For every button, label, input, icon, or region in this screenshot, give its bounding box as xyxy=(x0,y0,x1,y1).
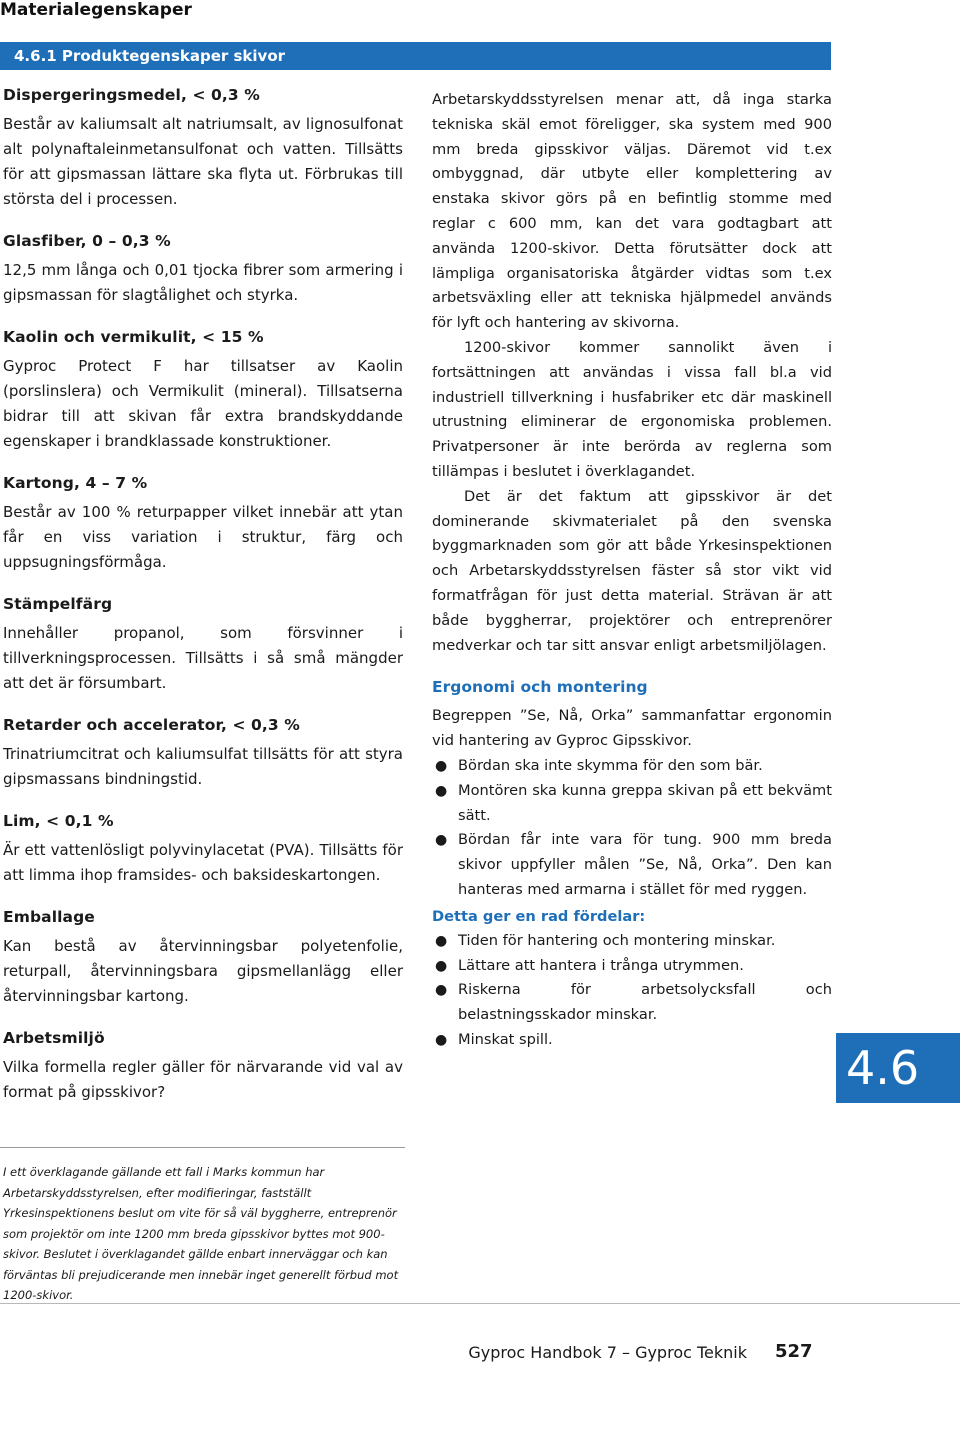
footnote: I ett överklagande gällande ett fall i Marks kommun har Arbetarskyddsstyrelsen, efter modifieringar, fastställt Yrkesinspektionens beslut om vite för så väl byggherre, entreprenör som projektör om inte 1200 mm breda gipsskivor byttes mot 900-skivor. Beslutet i överklagandet gällde enbart innerväggar och kan förväntas bli prejudicerande men innebär inget generellt förbud mot 1200-skivor. xyxy=(3,1165,399,1302)
bullet-icon: ● xyxy=(435,757,448,774)
section-title: Kartong, 4 – 7 % xyxy=(3,474,148,492)
list-item xyxy=(432,1028,832,1053)
right-column xyxy=(432,88,832,1053)
section-title: Stämpelfärg xyxy=(3,595,113,613)
list-item-text: Bördan ska inte skymma för den som bär. xyxy=(458,756,763,774)
advantages-list xyxy=(432,929,832,1053)
section-text: Innehåller propanol, som försvinner i tillverkningsprocessen. Tillsätts i så små mängder att det är försumbart. xyxy=(3,624,403,692)
list-item-text: Bördan får inte vara för tung. 900 mm breda skivor uppfyller målen ”Se, Nå, Orka”. Den kan hanteras med armarna i stället för med ryggen. xyxy=(458,831,832,898)
section-text: Kan bestå av återvinningsbar polyetenfolie, returpall, återvinningsbara gipsmellanlägg eller återvinningsbar kartong. xyxy=(3,937,403,1005)
bullet-icon: ● xyxy=(435,932,448,949)
section-kartong xyxy=(3,472,403,575)
advantages-heading: Detta ger en rad fördelar: xyxy=(432,907,646,925)
section-kaolin xyxy=(3,326,403,454)
section-title: Dispergeringsmedel, < 0,3 % xyxy=(3,86,260,104)
section-dispergeringsmedel xyxy=(3,84,403,212)
paragraph: Det är det faktum att gipsskivor är det dominerande skivmaterialet på den svenska byggmarknaden som gör att både Yrkesinspektionen och Arbetarskyddsstyrelsen fäster så stor vikt vid formatfrågan för just detta material. Strävan är att både byggherrar, projektörer och entreprenörer medverkar och tar sitt ansvar enligt arbetsmiljölagen. xyxy=(432,487,832,654)
section-text: Gyproc Protect F har tillsatser av Kaolin (porslinslera) och Vermikulit (mineral). Tillsatserna bidrar till att skivan får extra brandskyddande egenskaper i brandklassade konstruktioner. xyxy=(3,357,403,450)
section-tab-label: 4.6 xyxy=(846,1041,920,1095)
bullet-icon: ● xyxy=(435,957,448,974)
list-item-text: Lättare att hantera i trånga utrymmen. xyxy=(458,956,744,974)
section-header-bar xyxy=(0,42,831,70)
footer-page-box xyxy=(759,1319,831,1391)
list-item xyxy=(432,929,832,954)
list-item xyxy=(432,978,832,1028)
section-emballage xyxy=(3,906,403,1009)
section-title: Arbetsmiljö xyxy=(3,1029,105,1047)
footer-divider xyxy=(0,1303,960,1304)
footnote-divider xyxy=(0,1147,405,1148)
section-text: Består av 100 % returpapper vilket innebär att ytan får en viss variation i struktur, färg och uppsugningsförmåga. xyxy=(3,503,403,571)
left-column xyxy=(3,84,403,1123)
list-item xyxy=(432,954,832,979)
section-title: Lim, < 0,1 % xyxy=(3,812,114,830)
footer-book-title: Gyproc Handbok 7 – Gyproc Teknik xyxy=(468,1343,747,1362)
list-item xyxy=(432,828,832,902)
section-title: Retarder och accelerator, < 0,3 % xyxy=(3,716,300,734)
list-item xyxy=(432,754,832,779)
section-stampelfarg xyxy=(3,593,403,696)
bullet-icon: ● xyxy=(435,832,448,849)
section-tab xyxy=(836,1033,960,1103)
ergonomics-intro: Begreppen ”Se, Nå, Orka” sammanfattar ergonomin vid hantering av Gyproc Gipsskivor. xyxy=(432,707,832,750)
paragraph: 1200-skivor kommer sannolikt även i fortsättningen att användas i vissa fall bl.a vid industriell tillverkning i husfabriker etc där maskinell utrustning eliminerar de ergonomiska problemen. Privatpersoner är inte berörda av reglerna som tillämpas i beslutet i överklagandet. xyxy=(432,338,832,480)
ergonomics-heading: Ergonomi och montering xyxy=(432,678,648,697)
page-number: 527 xyxy=(775,1341,813,1362)
section-glasfiber xyxy=(3,230,403,308)
section-text: Består av kaliumsalt alt natriumsalt, av lignosulfonat alt polynaftaleinmetansulfonat och vatten. Tillsätts för att gipsmassan lättare ska flyta ut. Förbrukas till största del i processen. xyxy=(3,115,403,208)
list-item xyxy=(432,779,832,829)
section-title: Emballage xyxy=(3,908,95,926)
section-title: Glasfiber, 0 – 0,3 % xyxy=(3,232,171,250)
list-item-text: Minskat spill. xyxy=(458,1030,553,1048)
section-retarder xyxy=(3,714,403,792)
bullet-icon: ● xyxy=(435,1031,448,1048)
paragraph: Arbetarskyddsstyrelsen menar att, då inga starka tekniska skäl emot föreligger, ska system med 900 mm breda gipsskivor väljas. Däremot vid t.ex ombyggnad, där utbyte eller komplettering av enstaka skivor görs på en befintlig stomme med reglar c 600 mm, kan det vara godtagbart att använda 1200-skivor. Detta förutsätter dock att lämpliga organisatoriska åtgärder vidtas som t.ex arbetsväxling eller att tekniska hjälpmedel används för lyft och hantering av skivorna. xyxy=(432,91,832,332)
section-title: Kaolin och vermikulit, < 15 % xyxy=(3,328,264,346)
ergonomics-list xyxy=(432,754,832,903)
section-text: Trinatriumcitrat och kaliumsulfat tillsätts för att styra gipsmassans bindningstid. xyxy=(3,745,403,788)
section-lim xyxy=(3,810,403,888)
bullet-icon: ● xyxy=(435,782,448,799)
section-text: Är ett vattenlösligt polyvinylacetat (PVA). Tillsätts för att limma ihop framsides- och baksideskartongen. xyxy=(3,841,403,884)
bullet-icon: ● xyxy=(435,982,448,999)
section-text: Vilka formella regler gäller för närvarande vid val av format på gipsskivor? xyxy=(3,1058,403,1101)
section-text: 12,5 mm långa och 0,01 tjocka fibrer som armering i gipsmassan för slagtålighet och styrka. xyxy=(3,261,403,304)
list-item-text: Riskerna för arbetsolycksfall och belastningsskador minskar. xyxy=(458,981,832,1024)
section-arbetsmiljo xyxy=(3,1027,403,1105)
list-item-text: Montören ska kunna greppa skivan på ett bekvämt sätt. xyxy=(458,781,832,824)
section-header-title: 4.6.1 Produktegenskaper skivor xyxy=(14,47,286,65)
list-item-text: Tiden för hantering och montering minskar. xyxy=(458,931,776,949)
page-header: Materialegenskaper xyxy=(0,0,192,20)
